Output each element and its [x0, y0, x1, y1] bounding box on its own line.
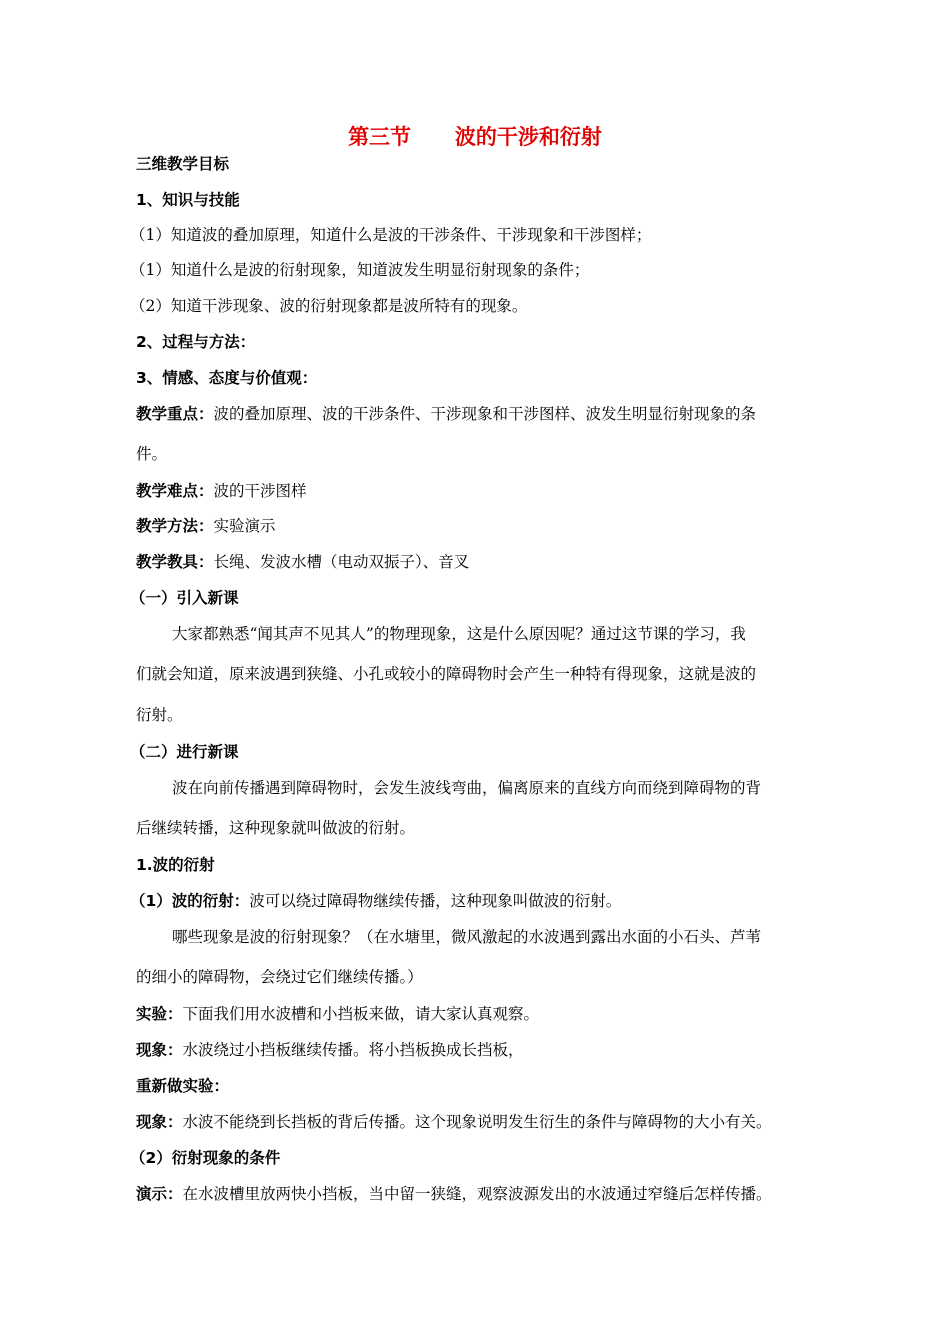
method-text: 实验演示	[213, 517, 276, 535]
phenomenon-2-text: 水波不能绕到长挡板的背后传播。这个现象说明发生衍生的条件与障碍物的大小有关。	[182, 1113, 772, 1131]
section-1-heading: 1、知识与技能	[136, 191, 240, 209]
key-point-label: 教学重点：	[136, 405, 214, 423]
demo-text: 在水波槽里放两快小挡板，当中留一狭缝，观察波源发出的水波通过窄缝后怎样传播。	[182, 1185, 772, 1203]
diffraction-heading: 1.波的衍射	[136, 856, 215, 874]
tools-text: 长绳、发波水槽（电动双振子）、音叉	[213, 553, 470, 571]
s1-item-2: （1）知道什么是波的衍射现象，知道波发生明显衍射现象的条件；	[130, 261, 590, 279]
demo-label: 演示：	[136, 1185, 183, 1203]
experiment-label: 实验：	[136, 1005, 183, 1023]
phenomenon-2	[136, 1111, 826, 1133]
page-title: 第三节 波的干涉和衍射	[348, 125, 602, 149]
part-2-heading: （二）进行新课	[130, 743, 239, 761]
method	[136, 515, 816, 537]
key-point-text: 波的叠加原理、波的干涉条件、干涉现象和干涉图样、波发生明显衍射现象的条	[213, 405, 757, 423]
s1-item-1: （1）知道波的叠加原理，知道什么是波的干涉条件、干涉现象和干涉图样；	[130, 226, 652, 244]
condition-heading: （2）衍射现象的条件	[130, 1149, 281, 1167]
method-label: 教学方法：	[136, 517, 214, 535]
part-1-line-2: 们就会知道，原来波遇到狭缝、小孔或较小的障碍物时会产生一种特有得现象，这就是波的	[136, 665, 757, 683]
phenomenon-1	[136, 1039, 816, 1061]
key-point-cont: 件。	[136, 445, 168, 463]
diffraction-def-text: 波可以绕过障碍物继续传播，这种现象叫做波的衍射。	[249, 892, 622, 910]
goals-heading: 三维教学目标	[136, 155, 230, 173]
part-1-line-1: 大家都熟悉“闻其声不见其人”的物理现象，这是什么原因呢？通过这节课的学习，我	[172, 625, 746, 643]
phenomenon-1-text: 水波绕过小挡板继续传播。将小挡板换成长挡板，	[182, 1041, 524, 1059]
experiment	[136, 1003, 816, 1025]
question-line-1: 哪些现象是波的衍射现象？（在水塘里，微风激起的水波遇到露出水面的小石头、芦苇	[172, 928, 762, 946]
s1-item-3: （2）知道干涉现象、波的衍射现象都是波所特有的现象。	[130, 297, 528, 315]
part-1-heading: （一）引入新课	[130, 589, 239, 607]
tools	[136, 551, 816, 573]
phenomenon-1-label: 现象：	[136, 1041, 183, 1059]
difficulty-text: 波的干涉图样	[213, 482, 307, 500]
tools-label: 教学教具：	[136, 553, 214, 571]
part-1-line-3: 衍射。	[136, 706, 183, 724]
diffraction-def-label: （1）波的衍射：	[130, 892, 250, 910]
experiment-text: 下面我们用水波槽和小挡板来做，请大家认真观察。	[182, 1005, 540, 1023]
diffraction-definition	[130, 890, 810, 912]
section-2-heading: 2、过程与方法：	[136, 333, 256, 351]
phenomenon-2-label: 现象：	[136, 1113, 183, 1131]
key-point	[136, 403, 816, 425]
section-3-heading: 3、情感、态度与价值观：	[136, 369, 318, 387]
redo-heading: 重新做实验：	[136, 1077, 230, 1095]
difficulty-label: 教学难点：	[136, 482, 214, 500]
difficulty	[136, 480, 816, 502]
part-2-line-2: 后继续转播，这种现象就叫做波的衍射。	[136, 819, 416, 837]
question-line-2: 的细小的障碍物，会绕过它们继续传播。）	[136, 968, 423, 986]
part-2-line-1: 波在向前传播遇到障碍物时，会发生波线弯曲，偏离原来的直线方向而绕到障碍物的背	[172, 779, 762, 797]
demo	[136, 1183, 826, 1205]
